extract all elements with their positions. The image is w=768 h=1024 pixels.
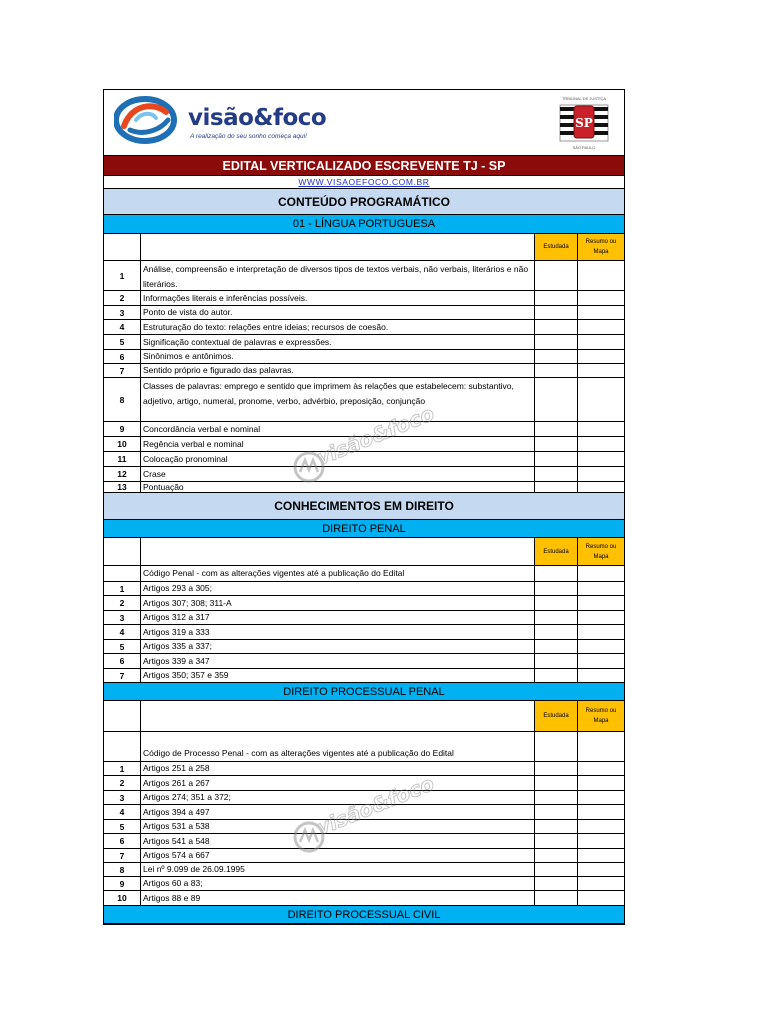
studied-checkbox[interactable] — [535, 566, 578, 581]
item-topic: Artigos 274; 351 a 372; — [141, 791, 535, 804]
item-number: 4 — [104, 805, 141, 819]
item-topic: Estruturação do texto: relações entre ideias; recursos de coesão. — [141, 320, 535, 334]
studied-column-header: Estudada — [535, 538, 578, 565]
watermark-text: visão&foco — [313, 771, 438, 840]
studied-checkbox[interactable] — [535, 791, 578, 804]
studied-checkbox[interactable] — [535, 378, 578, 421]
studied-checkbox[interactable] — [535, 805, 578, 819]
item-number: 7 — [104, 364, 141, 377]
num-cell — [104, 566, 141, 581]
summary-checkbox[interactable] — [578, 732, 624, 761]
law-intro-row — [104, 732, 624, 762]
studied-checkbox[interactable] — [535, 732, 578, 761]
summary-checkbox[interactable] — [578, 566, 624, 581]
num-header-cell — [104, 701, 141, 731]
seal-top-text: TRIBUNAL DE JUSTIÇA — [561, 96, 607, 101]
summary-checkbox[interactable] — [578, 791, 624, 804]
table-row — [104, 261, 624, 291]
item-topic: Artigos 307; 308; 311-A — [141, 596, 535, 610]
item-number: 3 — [104, 791, 141, 804]
table-row — [104, 625, 624, 640]
table-row — [104, 596, 624, 611]
studied-checkbox[interactable] — [535, 467, 578, 481]
summary-checkbox[interactable] — [578, 437, 624, 451]
studied-checkbox[interactable] — [535, 437, 578, 451]
summary-checkbox[interactable] — [578, 834, 624, 848]
topic-header-cell — [141, 234, 535, 260]
table-row — [104, 291, 624, 306]
item-number: 10 — [104, 891, 141, 905]
summary-checkbox[interactable] — [578, 625, 624, 639]
item-number: 12 — [104, 467, 141, 481]
table-row — [104, 422, 624, 437]
law-intro-text: Código de Processo Penal - com as alterações vigentes até a publicação do Edital — [141, 732, 535, 761]
summary-checkbox[interactable] — [578, 611, 624, 624]
item-topic: Artigos 261 a 267 — [141, 776, 535, 790]
website-link[interactable]: WWW.VISAOEFOCO.COM.BR — [298, 177, 430, 187]
studied-checkbox[interactable] — [535, 762, 578, 775]
studied-checkbox[interactable] — [535, 625, 578, 639]
item-topic: Artigos 541 a 548 — [141, 834, 535, 848]
item-number: 3 — [104, 611, 141, 624]
studied-checkbox[interactable] — [535, 891, 578, 905]
column-header-row — [104, 538, 624, 566]
item-topic: Concordância verbal e nominal — [141, 422, 535, 436]
table-row — [104, 776, 624, 791]
studied-checkbox[interactable] — [535, 654, 578, 668]
table-row — [104, 834, 624, 849]
item-topic: Artigos 339 a 347 — [141, 654, 535, 668]
studied-checkbox[interactable] — [535, 596, 578, 610]
item-topic: Sentido próprio e figurado das palavras. — [141, 364, 535, 377]
item-number: 7 — [104, 669, 141, 682]
table-row — [104, 849, 624, 863]
table-row — [104, 654, 624, 669]
seal-bottom-text: SÃO PAULO — [572, 145, 596, 150]
seal-emblem-icon — [558, 96, 610, 150]
summary-checkbox[interactable] — [578, 654, 624, 668]
summary-column-header: Resumo ou Mapa — [578, 701, 624, 731]
tj-sp-seal — [558, 96, 610, 150]
table-row — [104, 350, 624, 364]
item-topic: Crase — [141, 467, 535, 481]
item-topic: Regência verbal e nominal — [141, 437, 535, 451]
table-row — [104, 669, 624, 683]
table-row — [104, 378, 624, 422]
studied-checkbox[interactable] — [535, 350, 578, 363]
item-topic: Artigos 293 a 305; — [141, 582, 535, 595]
item-number: 6 — [104, 654, 141, 668]
studied-checkbox[interactable] — [535, 364, 578, 377]
item-number: 5 — [104, 820, 141, 833]
header — [104, 90, 624, 156]
watermark-text: visão&foco — [313, 401, 438, 470]
section-penal-process: DIREITO PROCESSUAL PENAL — [104, 683, 624, 701]
item-topic: Artigos 350; 357 e 359 — [141, 669, 535, 682]
section-civil-process: DIREITO PROCESSUAL CIVIL — [104, 906, 624, 924]
law-intro-row — [104, 566, 624, 582]
item-topic: Informações literais e inferências possíveis. — [141, 291, 535, 305]
item-number: 3 — [104, 306, 141, 319]
item-topic: Colocação pronominal — [141, 452, 535, 466]
item-number: 11 — [104, 452, 141, 466]
column-header-row — [104, 701, 624, 732]
item-topic: Artigos 319 a 333 — [141, 625, 535, 639]
num-header-cell — [104, 538, 141, 565]
topic-header-cell — [141, 538, 535, 565]
page-title: EDITAL VERTICALIZADO ESCREVENTE TJ - SP — [104, 156, 624, 176]
item-number: 5 — [104, 640, 141, 653]
swirl-logo-icon — [114, 96, 180, 144]
item-number: 10 — [104, 437, 141, 451]
item-number: 4 — [104, 625, 141, 639]
section-portuguese: 01 - LÍNGUA PORTUGUESA — [104, 215, 624, 234]
table-row — [104, 891, 624, 906]
summary-checkbox[interactable] — [578, 776, 624, 790]
brand-logo — [114, 96, 327, 146]
table-row — [104, 335, 624, 350]
topic-header-cell — [141, 701, 535, 731]
item-topic: Sinônimos e antônimos. — [141, 350, 535, 363]
summary-checkbox[interactable] — [578, 762, 624, 775]
summary-checkbox[interactable] — [578, 452, 624, 466]
summary-column-header: Resumo ou Mapa — [578, 538, 624, 565]
summary-checkbox[interactable] — [578, 482, 624, 492]
studied-checkbox[interactable] — [535, 877, 578, 890]
law-intro-text: Código Penal - com as alterações vigentes até a publicação do Edital — [141, 566, 535, 581]
item-topic: Artigos 394 a 497 — [141, 805, 535, 819]
summary-checkbox[interactable] — [578, 320, 624, 334]
table-row — [104, 863, 624, 877]
summary-column-header: Resumo ou Mapa — [578, 234, 624, 260]
item-number: 7 — [104, 849, 141, 862]
studied-checkbox[interactable] — [535, 452, 578, 466]
studied-checkbox[interactable] — [535, 261, 578, 290]
item-topic: Artigos 335 a 337; — [141, 640, 535, 653]
summary-checkbox[interactable] — [578, 596, 624, 610]
summary-checkbox[interactable] — [578, 378, 624, 421]
summary-checkbox[interactable] — [578, 849, 624, 862]
studied-checkbox[interactable] — [535, 611, 578, 624]
summary-checkbox[interactable] — [578, 422, 624, 436]
table-row — [104, 582, 624, 596]
table-row — [104, 877, 624, 891]
summary-checkbox[interactable] — [578, 582, 624, 595]
summary-checkbox[interactable] — [578, 640, 624, 653]
summary-checkbox[interactable] — [578, 350, 624, 363]
column-header-row — [104, 234, 624, 261]
item-topic: Artigos 312 a 317 — [141, 611, 535, 624]
item-number: 2 — [104, 776, 141, 790]
studied-checkbox[interactable] — [535, 320, 578, 334]
table-row — [104, 482, 624, 493]
table-row — [104, 320, 624, 335]
num-header-cell — [104, 234, 141, 260]
website-row — [104, 176, 624, 189]
item-number: 1 — [104, 261, 141, 290]
num-cell — [104, 732, 141, 761]
item-number: 8 — [104, 863, 141, 876]
brand-name: visão&foco — [188, 105, 327, 131]
item-number: 1 — [104, 582, 141, 595]
studied-checkbox[interactable] — [535, 669, 578, 682]
summary-checkbox[interactable] — [578, 820, 624, 833]
studied-column-header: Estudada — [535, 701, 578, 731]
table-row — [104, 762, 624, 776]
item-number: 13 — [104, 482, 141, 492]
item-topic: Pontuação — [141, 482, 535, 492]
item-number: 8 — [104, 378, 141, 421]
summary-checkbox[interactable] — [578, 891, 624, 905]
item-topic: Artigos 531 a 538 — [141, 820, 535, 833]
item-topic: Artigos 60 a 83; — [141, 877, 535, 890]
table-row — [104, 640, 624, 654]
table-row — [104, 306, 624, 320]
studied-checkbox[interactable] — [535, 291, 578, 305]
studied-checkbox[interactable] — [535, 306, 578, 319]
item-topic: Ponto de vista do autor. — [141, 306, 535, 319]
studied-checkbox[interactable] — [535, 582, 578, 595]
item-number: 9 — [104, 877, 141, 890]
studied-checkbox[interactable] — [535, 335, 578, 349]
section-law: CONHECIMENTOS EM DIREITO — [104, 493, 624, 520]
edital-sheet — [103, 89, 625, 925]
item-topic: Lei nº 9.099 de 26.09.1995 — [141, 863, 535, 876]
summary-checkbox[interactable] — [578, 669, 624, 682]
item-number: 5 — [104, 335, 141, 349]
studied-checkbox[interactable] — [535, 834, 578, 848]
item-number: 9 — [104, 422, 141, 436]
table-row — [104, 805, 624, 820]
brand-tagline: A realização do seu sonho começa aqui! — [190, 133, 307, 140]
summary-checkbox[interactable] — [578, 863, 624, 876]
item-number: 2 — [104, 291, 141, 305]
studied-column-header: Estudada — [535, 234, 578, 260]
item-number: 2 — [104, 596, 141, 610]
studied-checkbox[interactable] — [535, 422, 578, 436]
studied-checkbox[interactable] — [535, 640, 578, 653]
item-number: 6 — [104, 350, 141, 363]
section-penal: DIREITO PENAL — [104, 520, 624, 538]
summary-checkbox[interactable] — [578, 805, 624, 819]
table-row — [104, 437, 624, 452]
item-topic: Significação contextual de palavras e expressões. — [141, 335, 535, 349]
studied-checkbox[interactable] — [535, 863, 578, 876]
item-number: 4 — [104, 320, 141, 334]
summary-checkbox[interactable] — [578, 306, 624, 319]
table-row — [104, 820, 624, 834]
table-row — [104, 364, 624, 378]
studied-checkbox[interactable] — [535, 849, 578, 862]
item-topic: Classes de palavras: emprego e sentido que imprimem às relações que estabelecem: substantivo, adjetivo, artigo, numeral, pronome, verbo, advérbio, preposição, conjunção — [141, 378, 535, 421]
item-topic: Análise, compreensão e interpretação de diversos tipos de textos verbais, não verbais, literários e não literários. — [141, 261, 535, 290]
table-row — [104, 791, 624, 805]
summary-checkbox[interactable] — [578, 877, 624, 890]
item-number: 6 — [104, 834, 141, 848]
summary-checkbox[interactable] — [578, 261, 624, 290]
section-programmatic: CONTEÚDO PROGRAMÁTICO — [104, 189, 624, 215]
item-number: 1 — [104, 762, 141, 775]
item-topic: Artigos 574 a 667 — [141, 849, 535, 862]
summary-checkbox[interactable] — [578, 364, 624, 377]
summary-checkbox[interactable] — [578, 335, 624, 349]
studied-checkbox[interactable] — [535, 482, 578, 492]
summary-checkbox[interactable] — [578, 291, 624, 305]
studied-checkbox[interactable] — [535, 776, 578, 790]
table-row — [104, 452, 624, 467]
item-topic: Artigos 251 a 258 — [141, 762, 535, 775]
seal-letters: SP — [575, 116, 593, 130]
table-row — [104, 611, 624, 625]
summary-checkbox[interactable] — [578, 467, 624, 481]
studied-checkbox[interactable] — [535, 820, 578, 833]
item-topic: Artigos 88 e 89 — [141, 891, 535, 905]
